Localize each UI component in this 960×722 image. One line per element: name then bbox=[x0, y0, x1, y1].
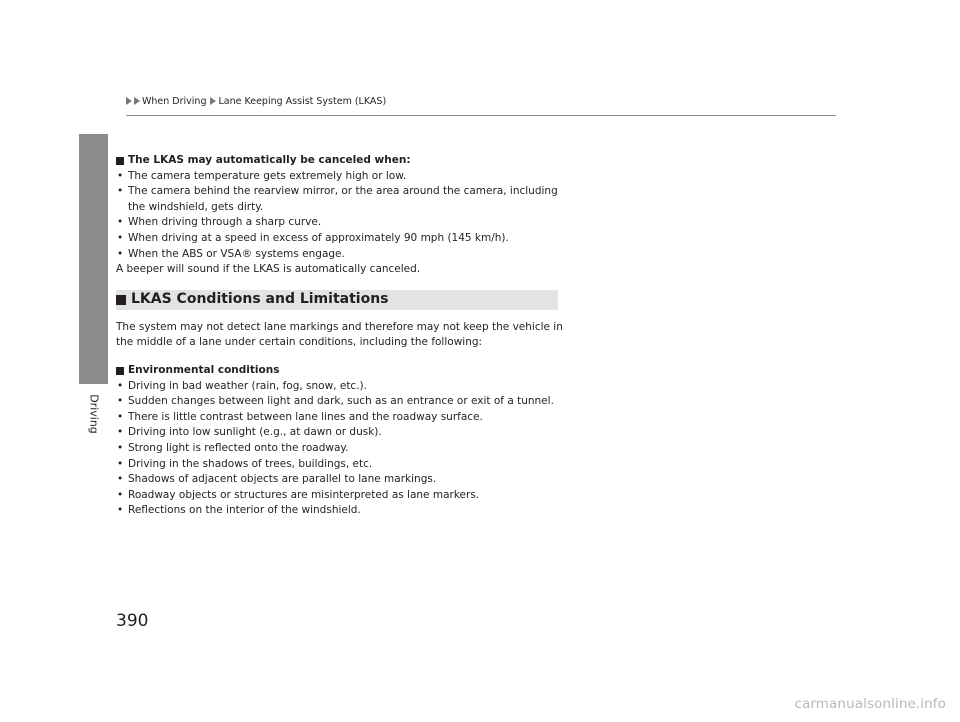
section-title: The LKAS may automatically be canceled when: bbox=[116, 153, 566, 169]
list-item: • Roadway objects or structures are misinterpreted as lane markers. bbox=[117, 488, 480, 501]
square-bullet-icon bbox=[116, 295, 126, 305]
breadcrumb bbox=[126, 94, 388, 108]
list-item: • Reflections on the interior of the windshield. bbox=[117, 504, 361, 517]
square-bullet-icon bbox=[116, 367, 124, 375]
triangle-arrow-icon bbox=[210, 97, 216, 105]
breadcrumb-item[interactable]: When Driving bbox=[142, 95, 207, 107]
watermark: carmanualsonline.info bbox=[794, 696, 946, 712]
list-item: • When the ABS or VSA® systems engage. bbox=[117, 247, 345, 260]
square-bullet-icon bbox=[116, 157, 124, 165]
intro-paragraph: The system may not detect lane markings and therefore may not keep the vehicle in the middle of a lane under certain conditions, including the following: bbox=[116, 320, 563, 349]
list-item: • Driving in the shadows of trees, buildings, etc. bbox=[117, 457, 373, 470]
list-item: • Driving in bad weather (rain, fog, snow, etc.). bbox=[117, 379, 367, 392]
section-title: Environmental conditions bbox=[116, 363, 566, 379]
list-item: • Driving into low sunlight (e.g., at dawn or dusk). bbox=[117, 426, 382, 439]
list-item: • There is little contrast between lane lines and the roadway surface. bbox=[117, 410, 483, 423]
list-item: • The camera temperature gets extremely high or low. bbox=[117, 169, 407, 182]
list-item: • The camera behind the rearview mirror, or the area around the camera, including the windshield, gets dirty. bbox=[117, 185, 558, 213]
page-number: 390 bbox=[116, 611, 149, 631]
cancel-conditions-list bbox=[116, 169, 566, 263]
header-rule bbox=[126, 115, 836, 116]
beeper-note: A beeper will sound if the LKAS is automatically canceled. bbox=[116, 263, 421, 276]
triangle-arrow-icon bbox=[126, 97, 132, 105]
breadcrumb-item[interactable]: Lane Keeping Assist System (LKAS) bbox=[218, 95, 387, 107]
list-item: • Strong light is reflected onto the roadway. bbox=[117, 441, 349, 454]
list-item: • When driving at a speed in excess of approximately 90 mph (145 km/h). bbox=[117, 231, 509, 244]
environmental-conditions-list bbox=[116, 379, 566, 519]
section-banner: LKAS Conditions and Limitations bbox=[116, 290, 558, 310]
triangle-arrow-icon bbox=[134, 97, 140, 105]
list-item: • Sudden changes between light and dark, such as an entrance or exit of a tunnel. bbox=[117, 395, 554, 408]
list-item: • Shadows of adjacent objects are parallel to lane markings. bbox=[117, 473, 437, 486]
list-item: • When driving through a sharp curve. bbox=[117, 216, 322, 229]
side-tab-label-box bbox=[79, 384, 108, 444]
side-tab-label: Driving bbox=[87, 394, 100, 434]
side-tab bbox=[79, 134, 108, 384]
main-content bbox=[116, 153, 566, 519]
